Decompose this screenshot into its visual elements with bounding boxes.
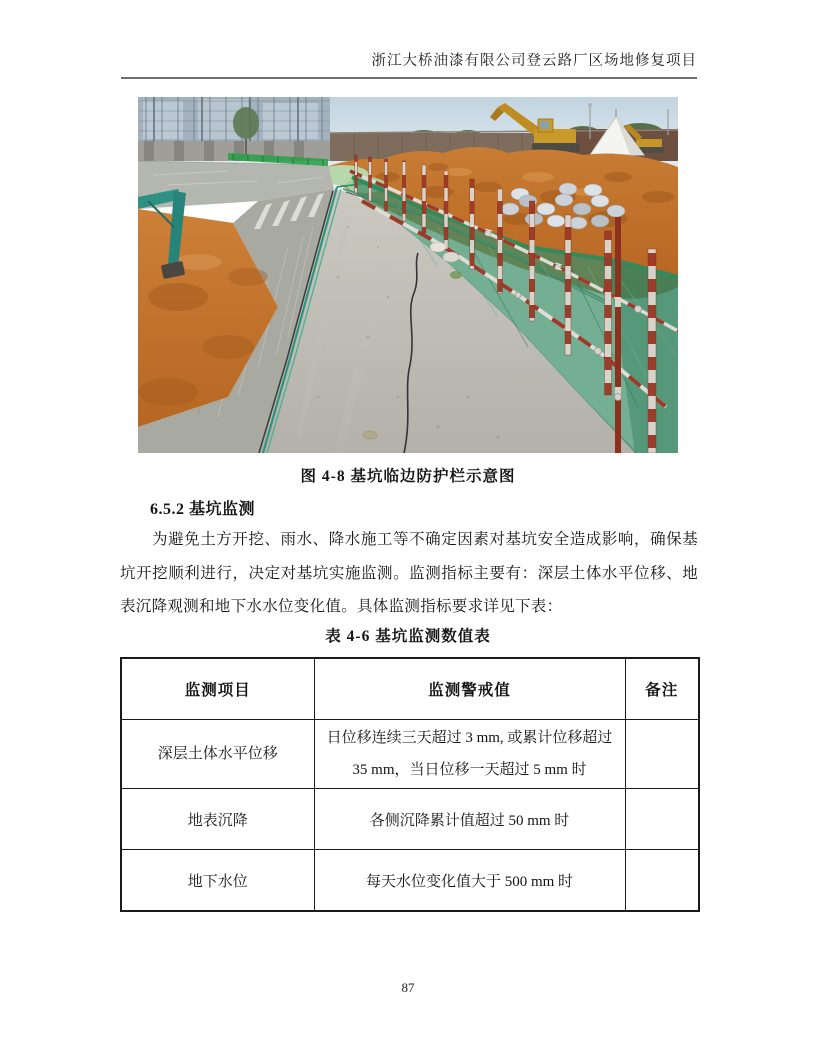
header-title: 浙江大桥油漆有限公司登云路厂区场地修复项目 xyxy=(371,53,697,69)
table-row xyxy=(121,789,699,850)
col-header-item: 监测项目 xyxy=(121,658,314,720)
header-rule xyxy=(121,77,697,79)
monitoring-table xyxy=(120,657,700,912)
cell-item: 地表沉降 xyxy=(121,789,314,850)
table-header-row xyxy=(121,658,699,720)
cell-threshold: 各侧沉降累计值超过 50 mm 时 xyxy=(314,789,625,850)
cell-note xyxy=(625,850,699,912)
cell-item: 深层土体水平位移 xyxy=(121,720,314,789)
table-row xyxy=(121,720,699,789)
figure-caption: 图 4-8 基坑临边防护栏示意图 xyxy=(300,468,516,485)
cell-threshold: 每天水位变化值大于 500 mm 时 xyxy=(314,850,625,912)
table-row xyxy=(121,850,699,912)
body-paragraph: 为避免土方开挖、雨水、降水施工等不确定因素对基坑安全造成影响，确保基坑开挖顺利进行，决定对基坑实施监测。监测指标主要有：深层土体水平位移、地表沉降观测和地下水水位变化值。具体监测指标要求详见下表： xyxy=(120,531,698,615)
page-number: 87 xyxy=(401,980,415,995)
figure-photo xyxy=(138,97,678,453)
col-header-note: 备注 xyxy=(625,658,699,720)
cell-note xyxy=(625,789,699,850)
table-caption: 表 4-6 基坑监测数值表 xyxy=(325,628,491,645)
cell-threshold: 日位移连续三天超过 3 mm, 或累计位移超过 35 mm，当日位移一天超过 5 mm 时 xyxy=(314,720,625,789)
section-heading: 6.5.2 基坑监测 xyxy=(150,501,256,518)
cell-note xyxy=(625,720,699,789)
col-header-threshold: 监测警戒值 xyxy=(314,658,625,720)
cell-item: 地下水位 xyxy=(121,850,314,912)
construction-site-illustration xyxy=(138,97,678,453)
